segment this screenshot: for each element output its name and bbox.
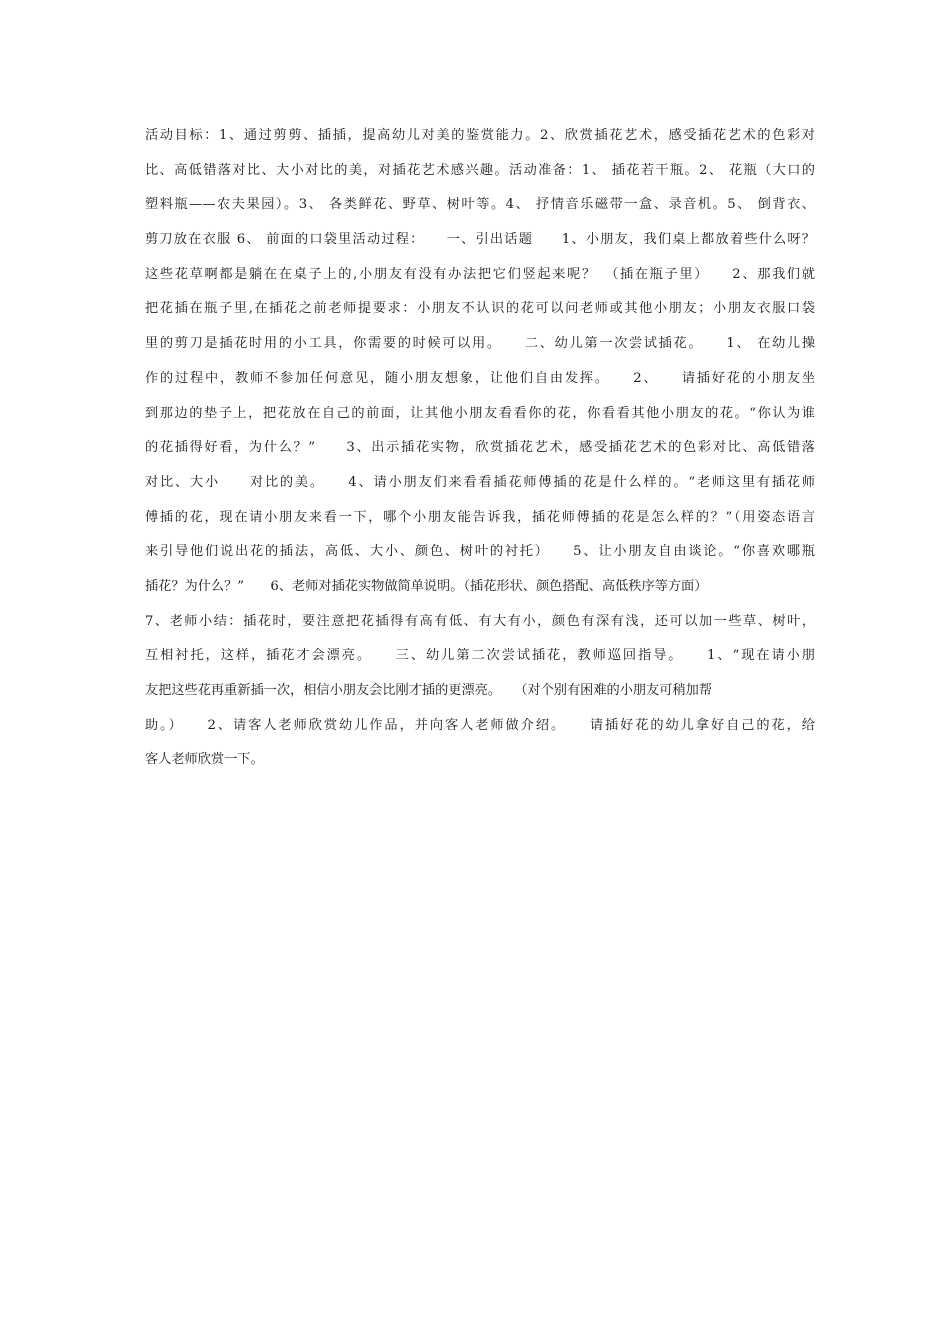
text-line: 活动目标：1、通过剪剪、插插，提高幼儿对美的鉴赏能力。2、欣赏插花艺术，感受插花艺术的色彩对 [145,128,815,143]
document-body [145,122,815,781]
text-line: 这些花草啊都是躺在在桌子上的,小朋友有没有办法把它们竖起来呢？ （插在瓶子里） 2、那我们就 [145,266,815,282]
text-line: 7、老师小结：插花时，要注意把花插得有高有低、有大有小，颜色有深有浅，还可以加一些草、树叶， [145,613,815,629]
text-line: 对比、大小 对比的美。 4、请小朋友们来看看插花师傅插的花是什么样的。“老师这里有插花师 [145,474,815,490]
text-line: 里的剪刀是插花时用的小工具，你需要的时候可以用。 二、幼儿第一次尝试插花。 1、 在幼儿操 [145,336,815,352]
text-line: 插花？为什么？” 6、老师对插花实物做简单说明。（插花形状、颜色搭配、高低秩序等方面） [145,578,708,594]
text-line: 剪刀放在衣服 6、 前面的口袋里活动过程： 一、引出话题 1、小朋友，我们桌上都放着些什么呀？ [145,232,815,248]
text-line: 客人老师欣赏一下。 [145,752,264,768]
text-line: 互相衬托，这样，插花才会漂亮。 三、幼儿第二次尝试插花，教师巡回指导。 1、“现在请小朋 [145,648,815,664]
text-line: 把花插在瓶子里,在插花之前老师提要求：小朋友不认识的花可以问老师或其他小朋友；小朋友衣服口袋 [145,301,815,317]
text-line: 的花插得好看，为什么？” 3、出示插花实物，欣赏插花艺术，感受插花艺术的色彩对比、高低错落 [145,440,815,456]
text-line: 助。） 2、请客人老师欣赏幼儿作品，并向客人老师做介绍。 请插好花的幼儿拿好自己的花，给 [145,717,815,733]
text-line: 傅插的花，现在请小朋友来看一下，哪个小朋友能告诉我，插花师傅插的花是怎么样的？”（用姿态语言 [145,509,815,525]
text-line: 到那边的垫子上，把花放在自己的前面，让其他小朋友看看你的花，你看看其他小朋友的花。“你认为谁 [145,405,815,421]
text-line: 塑料瓶——农夫果园）。3、 各类鲜花、野草、树叶等。4、 抒情音乐磁带一盒、录音机。5、 倒背衣、 [145,197,815,213]
text-line: 比、高低错落对比、大小对比的美，对插花艺术感兴趣。活动准备：1、 插花若干瓶。2、 花瓶（大口的 [145,162,815,178]
text-line: 友把这些花再重新插一次，相信小朋友会比刚才插的更漂亮。 （对个别有困难的小朋友可稍加帮 [145,683,713,698]
text-line: 作的过程中，教师不参加任何意见，随小朋友想象，让他们自由发挥。 2、 请插好花的小朋友坐 [145,370,815,386]
text-line: 来引导他们说出花的插法，高低、大小、颜色、树叶的衬托） 5、让小朋友自由谈论。“你喜欢哪瓶 [145,544,815,560]
